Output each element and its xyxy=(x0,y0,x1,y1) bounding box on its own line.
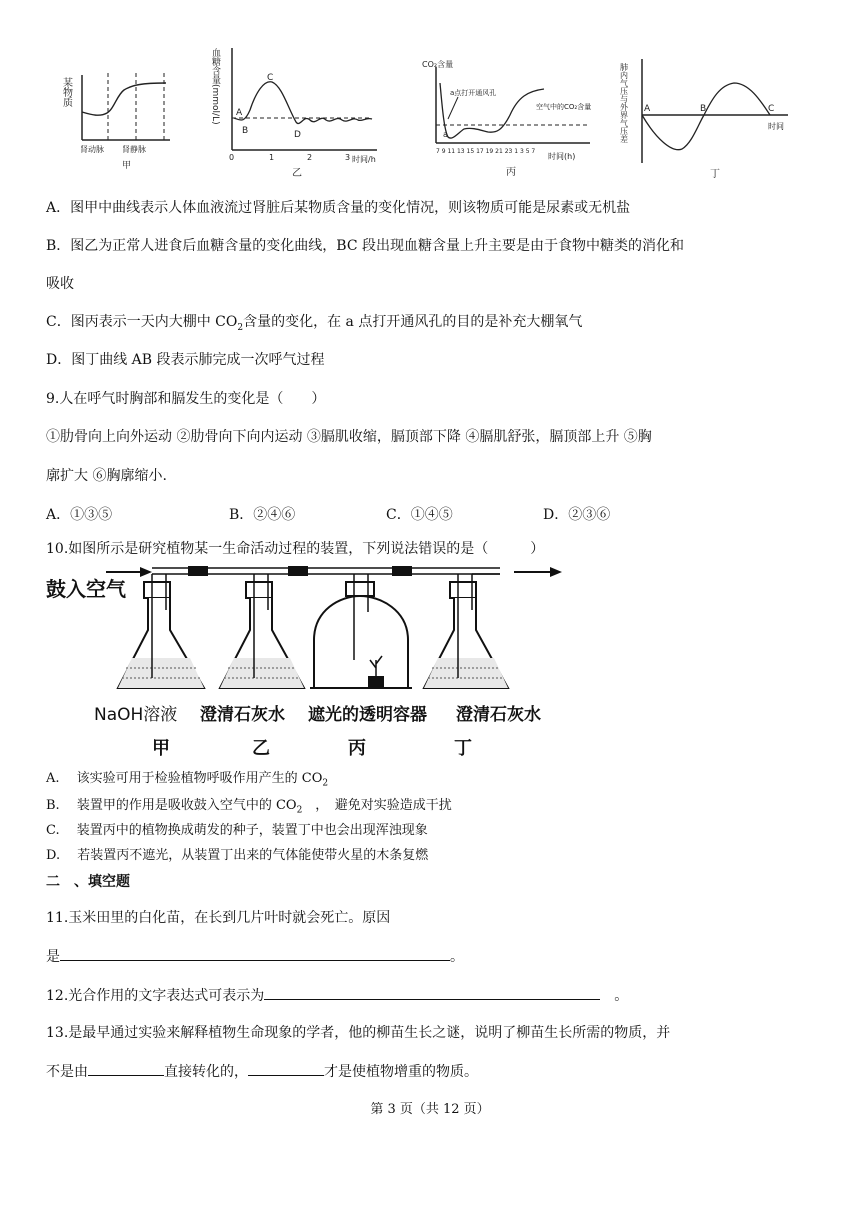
name-ding: 丁 xyxy=(454,738,472,759)
label-ding: 澄清石灰水 xyxy=(456,705,541,725)
name-yi: 乙 xyxy=(252,738,270,759)
bing-point-a: a xyxy=(443,130,448,139)
q12-answer-blank[interactable] xyxy=(264,985,600,1000)
yi-tick-1: 1 xyxy=(269,153,275,162)
yi-ylabel: 血糖含量(mmol/L) xyxy=(210,48,220,125)
name-jia: 甲 xyxy=(152,738,170,759)
q9-items-line2: 廓扩大 ⑥胸廓缩小. xyxy=(46,468,167,484)
q10-option-c: C. 装置丙中的植物换成萌发的种子，装置丁中也会出现浑浊现象 xyxy=(46,823,428,838)
q8-option-b-line1: B．图乙为正常人进食后血糖含量的变化曲线，BC 段出现血糖含量上升主要是由于食物中糖类的消化和 xyxy=(46,238,684,254)
q9-option-d: D．②③⑥ xyxy=(543,507,611,523)
q9-options xyxy=(46,505,610,525)
q13-blank-1[interactable] xyxy=(88,1061,164,1076)
flask-ding xyxy=(424,574,508,688)
q10-stem: 10.如图所示是研究植物某一生命活动过程的装置，下列说法错误的是（ ） xyxy=(46,541,545,557)
q9-stem: 9.人在呼气时胸部和膈发生的变化是（ ） xyxy=(46,391,326,407)
connector-1 xyxy=(188,566,208,576)
q10-option-b: B. 装置甲的作用是吸收鼓入空气中的 $CO_2$ ， 避免对实验造成干扰 xyxy=(46,798,452,816)
yi-caption: 乙 xyxy=(292,168,302,179)
page-footer: 第 3 页（共 12 页） xyxy=(370,1102,490,1117)
bing-ylabel: CO₂含量 xyxy=(422,60,454,69)
q8-option-a: A．图甲中曲线表示人体血液流过肾脏后某物质含量的变化情况，则该物质可能是尿素或无机盐 xyxy=(46,200,631,216)
jia-x2: 肾静脉 xyxy=(122,145,146,154)
bing-note: a点打开通风孔 xyxy=(450,89,497,97)
q9-option-c: C．①④⑤ xyxy=(386,507,453,523)
label-jia: NaOH溶液 xyxy=(94,705,178,725)
q9-option-b: B．②④⑥ xyxy=(229,507,296,523)
figure-yi xyxy=(212,40,382,180)
jia-x1: 肾动脉 xyxy=(80,145,104,154)
container-bing xyxy=(310,574,412,688)
bing-xunit: 时间(h) xyxy=(548,152,576,161)
q11-line2: 是 。 xyxy=(46,946,464,967)
bing-caption: 丙 xyxy=(506,167,516,178)
jia-ylabel: 某物质 xyxy=(60,77,72,107)
figure-ding xyxy=(620,55,800,180)
q9-option-a: A．①③⑤ xyxy=(46,507,113,523)
jia-caption: 甲 xyxy=(122,161,132,171)
yi-tick-2: 2 xyxy=(307,153,313,162)
q8-option-b-line2: 吸收 xyxy=(46,276,74,292)
label-bing: 遮光的透明容器 xyxy=(308,705,427,725)
section-title-fill-blank: 二 、填空题 xyxy=(46,874,130,890)
yi-tick-3: 3 xyxy=(345,153,351,162)
inlet-label: 鼓入空气 xyxy=(46,577,126,601)
q10-option-a: A. 该实验可用于检验植物呼吸作用产生的 $CO_2$ xyxy=(46,771,329,789)
ding-point-c: C xyxy=(768,104,775,114)
yi-point-d: D xyxy=(294,130,301,140)
name-bing: 丙 xyxy=(348,738,366,759)
q13-blank-2[interactable] xyxy=(248,1061,324,1076)
q13-line2: 不是由 直接转化的， 才是使植物增重的物质。 xyxy=(46,1061,478,1082)
q12-line: 12.光合作用的文字表达式可表示为 。 xyxy=(46,985,628,1006)
connector-3 xyxy=(392,566,412,576)
ding-ylabel: 肺内气压与外界气压差 xyxy=(619,63,629,143)
ding-caption: 丁 xyxy=(710,169,720,180)
ding-xunit: 时间 xyxy=(768,122,784,131)
apparatus-figure xyxy=(40,560,570,760)
ding-point-a: A xyxy=(644,104,651,114)
q11-answer-blank[interactable] xyxy=(60,946,450,961)
bing-ticks: 7 9 11 13 15 17 19 21 23 1 3 5 7 xyxy=(436,148,536,155)
ding-point-b: B xyxy=(700,104,707,114)
flask-yi xyxy=(220,574,304,688)
yi-point-c: C xyxy=(267,73,274,83)
bing-ref: 空气中的CO₂含量 xyxy=(536,103,592,111)
figure-jia xyxy=(62,55,182,175)
q8-option-d: D．图丁曲线 AB 段表示肺完成一次呼气过程 xyxy=(46,352,325,368)
connector-2 xyxy=(288,566,308,576)
yi-point-b: B xyxy=(242,126,249,136)
q9-items-line1: ①肋骨向上向外运动 ②肋骨向下向内运动 ③膈肌收缩，膈顶部下降 ④膈肌舒张，膈顶部上升 ⑤胸 xyxy=(46,429,652,445)
figure-bing xyxy=(418,55,598,180)
q13-line1: 13.是最早通过实验来解释植物生命现象的学者，他的柳苗生长之谜，说明了柳苗生长所需的物质，并 xyxy=(46,1025,671,1041)
label-yi: 澄清石灰水 xyxy=(200,705,285,725)
yi-point-a: A xyxy=(236,108,243,118)
yi-xunit: 时间/h xyxy=(352,155,376,164)
q10-option-d: D. 若装置丙不遮光，从装置丁出来的气体能使带火星的木条复燃 xyxy=(46,848,429,863)
flask-jia xyxy=(118,574,204,688)
q8-option-c: C．图丙表示一天内大棚中 $CO_2$含量的变化，在 a 点打开通风孔的目的是补充大棚氧气 xyxy=(46,314,583,333)
q11-line1: 11.玉米田里的白化苗，在长到几片叶时就会死亡。原因 xyxy=(46,910,391,926)
yi-tick-0: 0 xyxy=(229,153,235,162)
